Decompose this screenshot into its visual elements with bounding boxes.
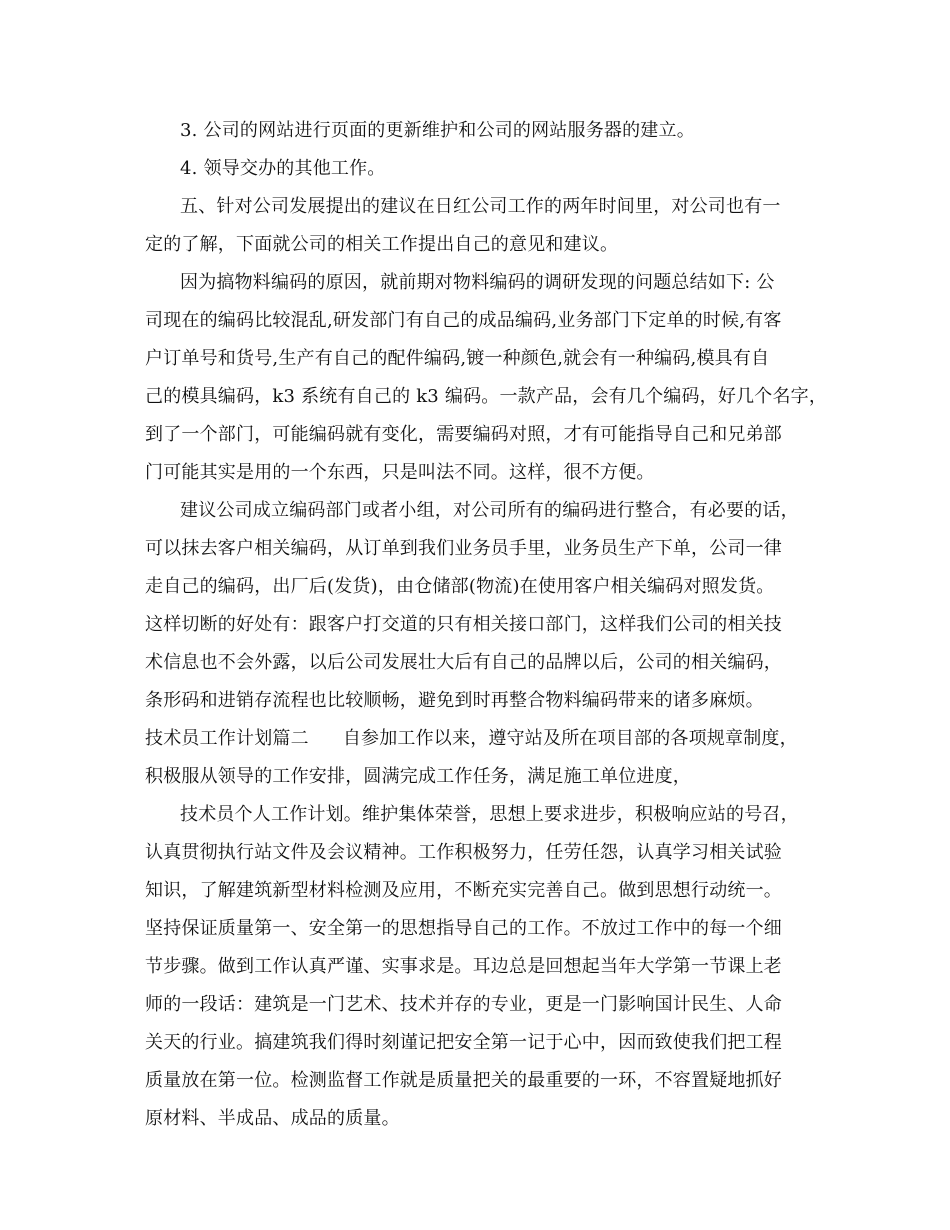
paragraph-line: 知识，了解建筑新型材料检测及应用，不断充实完善自己。做到思想行动统一。: [145, 880, 782, 901]
section-five-heading-line: 五、针对公司发展提出的建议在日红公司工作的两年时间里，对公司也有一: [180, 196, 781, 217]
paragraph-line: 技术员个人工作计划。维护集体荣誉，思想上要求进步，积极响应站的号召，: [180, 804, 799, 825]
paragraph-line: 因为搞物料编码的原因，就前期对物料编码的调研发现的问题总结如下: 公: [180, 272, 775, 293]
paragraph-line: 建议公司成立编码部门或者小组，对公司所有的编码进行整合，有必要的话，: [180, 500, 799, 521]
paragraph-line: 户订单号和货号,生产有自己的配件编码,镀一种颜色,就会有一种编码,模具有自: [145, 348, 770, 369]
paragraph-line: 认真贯彻执行站文件及会议精神。工作积极努力，任劳任怨，认真学习相关试验: [145, 842, 782, 863]
section-title-line: [145, 727, 798, 751]
paragraph-line: 坚持保证质量第一、安全第一的思想指导自己的工作。不放过工作中的每一个细: [145, 918, 782, 939]
paragraph-line: 质量放在第一位。检测监督工作就是质量把关的最重要的一环，不容置疑地抓好: [145, 1070, 782, 1091]
paragraph-line: 司现在的编码比较混乱,研发部门有自己的成品编码,业务部门下定单的时候,有客: [145, 310, 782, 331]
paragraph-line: 术信息也不会外露，以后公司发展壮大后有自己的品牌以后，公司的相关编码，: [145, 652, 782, 673]
paragraph-line: 积极服从领导的工作安排，圆满完成工作任务，满足施工单位进度，: [145, 766, 691, 787]
paragraph-line: 定的了解，下面就公司的相关工作提出自己的意见和建议。: [145, 234, 619, 255]
paragraph-line: 门可能其实是用的一个东西，只是叫法不同。这样，很不方便。: [145, 462, 655, 483]
paragraph-text: 自参加工作以来，遵守站及所在项目部的各项规章制度，: [342, 728, 798, 749]
paragraph-line: 可以抹去客户相关编码，从订单到我们业务员手里，业务员生产下单，公司一律: [145, 538, 782, 559]
paragraph-line: 原材料、半成品、成品的质量。: [145, 1108, 400, 1129]
paragraph-line: 走自己的编码，出厂后(发货)，由仓储部(物流)在使用客户相关编码对照发货。: [145, 576, 775, 597]
paragraph-line: 到了一个部门，可能编码就有变化，需要编码对照，才有可能指导自己和兄弟部: [145, 424, 782, 445]
paragraph-line: 节步骤。做到工作认真严谨、实事求是。耳边总是回想起当年大学第一节课上老: [145, 956, 782, 977]
list-item-3: 3. 公司的网站进行页面的更新维护和公司的网站服务器的建立。: [180, 120, 695, 141]
paragraph-line: 关天的行业。搞建筑我们得时刻谨记把安全第一记于心中，因而致使我们把工程: [145, 1032, 782, 1053]
list-item-4: 4. 领导交办的其他工作。: [180, 158, 386, 179]
paragraph-line: 条形码和进销存流程也比较顺畅，避免到时再整合物料编码带来的诸多麻烦。: [145, 690, 764, 711]
section-title: 技术员工作计划篇二: [145, 728, 309, 749]
paragraph-line: 师的一段话：建筑是一门艺术、技术并存的专业，更是一门影响国计民生、人命: [145, 994, 782, 1015]
paragraph-line: 这样切断的好处有：跟客户打交道的只有相关接口部门，这样我们公司的相关技: [145, 614, 782, 635]
paragraph-line: 己的模具编码，k3 系统有自己的 k3 编码。一款产品，会有几个编码，好几个名字，: [145, 386, 828, 407]
